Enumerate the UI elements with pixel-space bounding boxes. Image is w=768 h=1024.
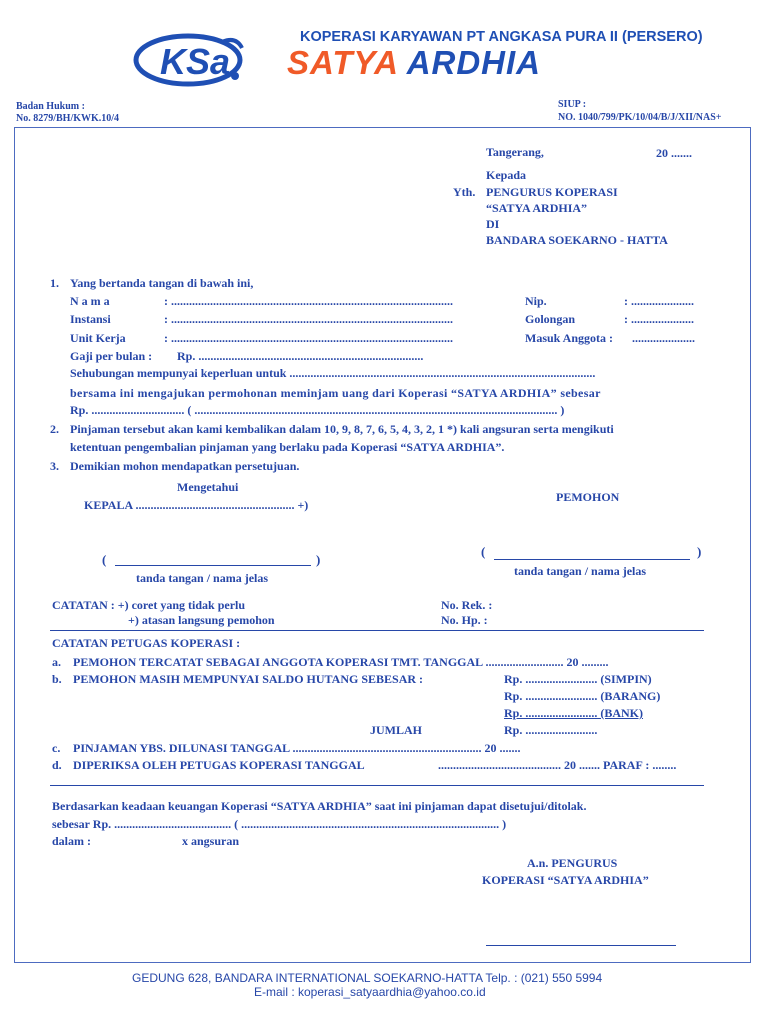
section1-intro: Yang bertanda tangan di bawah ini,: [70, 276, 254, 290]
logo: [132, 28, 248, 90]
catatan-line2: +) atasan langsung pemohon: [128, 613, 275, 627]
siup-label: SIUP :: [558, 99, 587, 110]
nama-label: N a m a: [70, 294, 110, 308]
mengetahui: Mengetahui: [177, 480, 239, 494]
sign-right-open: (: [481, 544, 486, 559]
badan-hukum-label: Badan Hukum :: [16, 101, 85, 112]
unit-field[interactable]: : ..............................................................................................: [164, 331, 453, 345]
koperasi-signer: KOPERASI “SATYA ARDHIA”: [482, 873, 649, 887]
address-line1: PENGURUS KOPERASI: [486, 185, 618, 199]
year: 20 .......: [656, 146, 692, 160]
petugas-d-num: d.: [52, 758, 62, 772]
jumlah-label: JUMLAH: [370, 723, 422, 737]
logo-text: KSa: [160, 41, 231, 82]
rp-simpin[interactable]: Rp. ........................ (SIMPIN): [504, 672, 652, 686]
sign-right-line[interactable]: [494, 559, 690, 560]
instansi-label: Instansi: [70, 312, 111, 326]
mengajukan-line: bersama ini mengajukan permohonan meminjam uang dari Koperasi “SATYA ARDHIA” sebesar: [70, 386, 601, 400]
petugas-a-num: a.: [52, 655, 61, 669]
section2-line1: Pinjaman tersebut akan kami kembalikan dalam 10, 9, 8, 7, 6, 5, 4, 3, 2, 1 *) kali angsuran serta mengikuti: [70, 422, 614, 436]
an-pengurus: A.n. PENGURUS: [527, 856, 618, 870]
catatan-label: CATATAN : +) coret yang tidak perlu: [52, 598, 246, 612]
section3-line1: Demikian mohon mendapatkan persetujuan.: [70, 459, 300, 473]
pemohon: PEMOHON: [556, 490, 620, 504]
angsuran-label[interactable]: x angsuran: [182, 834, 240, 848]
unit-label: Unit Kerja: [70, 331, 126, 345]
golongan-field[interactable]: : .....................: [624, 312, 694, 326]
sign-left-close: ): [316, 552, 321, 567]
norek-label[interactable]: No. Rek. :: [441, 598, 493, 612]
section2-num: 2.: [50, 422, 59, 436]
sign-left-caption: tanda tangan / nama jelas: [136, 571, 269, 585]
place-date: Tangerang,: [486, 145, 544, 159]
yth: Yth.: [453, 185, 476, 199]
sign-left-open: (: [102, 552, 107, 567]
petugas-d-text: DIPERIKSA OLEH PETUGAS KOPERASI TANGGAL: [73, 758, 365, 772]
dalam-label: dalam :: [52, 834, 91, 848]
footer-email: E-mail : koperasi_satyaardhia@yahoo.co.id: [254, 985, 486, 999]
divider-1: [50, 630, 704, 631]
gaji-label: Gaji per bulan :: [70, 349, 153, 363]
petugas-b-num: b.: [52, 672, 62, 686]
masuk-field[interactable]: .....................: [632, 331, 695, 345]
org-line: KOPERASI KARYAWAN PT ANGKASA PURA II (PERSERO): [300, 29, 703, 45]
sign-right-close: ): [697, 544, 702, 559]
divider-2: [50, 785, 704, 786]
section3-num: 3.: [50, 459, 59, 473]
keperluan-line[interactable]: Sehubungan mempunyai keperluan untuk ......................................................................................................: [70, 366, 596, 380]
nip-field[interactable]: : .....................: [624, 294, 694, 308]
nohp-label[interactable]: No. Hp. :: [441, 613, 488, 627]
footer-address: GEDUNG 628, BANDARA INTERNATIONAL SOEKARNO-HATTA Telp. : (021) 550 5994: [132, 971, 603, 985]
petugas-b-text: PEMOHON MASIH MEMPUNYAI SALDO HUTANG SEBESAR :: [73, 672, 424, 686]
petugas-c-num: c.: [52, 741, 61, 755]
form-frame: [14, 127, 751, 963]
sign-right-caption: tanda tangan / nama jelas: [514, 564, 647, 578]
rp-bank[interactable]: Rp. ........................ (BANK): [504, 706, 644, 720]
approval-sign-line[interactable]: [486, 945, 676, 946]
petugas-c-text[interactable]: PINJAMAN YBS. DILUNASI TANGGAL ............................................................... 20 .......: [73, 741, 521, 755]
rp-amount-line[interactable]: Rp. ............................... ( ......................................................................................................................... ): [70, 403, 565, 417]
address-line4: BANDARA SOEKARNO - HATTA: [486, 233, 668, 247]
badan-hukum-no: No. 8279/BH/KWK.10/4: [16, 113, 120, 124]
petugas-d-dots[interactable]: ......................................... 20 ....... PARAF : ........: [438, 758, 677, 772]
golongan-label: Golongan: [525, 312, 576, 326]
approval-line1: Berdasarkan keadaan keuangan Koperasi “SATYA ARDHIA” saat ini pinjaman dapat disetujui/ditolak.: [52, 799, 587, 813]
kepala-line[interactable]: KEPALA ..................................................... +): [84, 498, 309, 512]
masuk-label: Masuk Anggota :: [525, 331, 614, 345]
brand-name: [287, 44, 541, 82]
gaji-field[interactable]: Rp. ...........................................................................: [177, 349, 424, 363]
petugas-a-text[interactable]: PEMOHON TERCATAT SEBAGAI ANGGOTA KOPERASI TMT. TANGGAL .......................... 20 .........: [73, 655, 609, 669]
address-line3: DI: [486, 217, 500, 231]
rp-barang[interactable]: Rp. ........................ (BARANG): [504, 689, 661, 703]
approval-line2[interactable]: sebesar Rp. ....................................... ( ...................................................................................... ): [52, 817, 507, 831]
brand-part1: SATYA: [287, 44, 398, 81]
address-line2: “SATYA ARDHIA”: [486, 201, 588, 215]
brand-part2: ARDHIA: [406, 44, 542, 81]
nip-label: Nip.: [525, 294, 547, 308]
sign-left-line[interactable]: [115, 565, 311, 566]
nama-field[interactable]: : ..............................................................................................: [164, 294, 453, 308]
rp-jumlah[interactable]: Rp. ........................: [504, 723, 598, 737]
siup-no: NO. 1040/799/PK/10/04/B/J/XII/NAS+: [558, 112, 722, 123]
section2-line2: ketentuan pengembalian pinjaman yang berlaku pada Koperasi “SATYA ARDHIA”.: [70, 440, 505, 454]
kepada: Kepada: [486, 168, 527, 182]
petugas-title: CATATAN PETUGAS KOPERASI :: [52, 636, 241, 650]
section1-num: 1.: [50, 276, 59, 290]
instansi-field[interactable]: : ..............................................................................................: [164, 312, 453, 326]
